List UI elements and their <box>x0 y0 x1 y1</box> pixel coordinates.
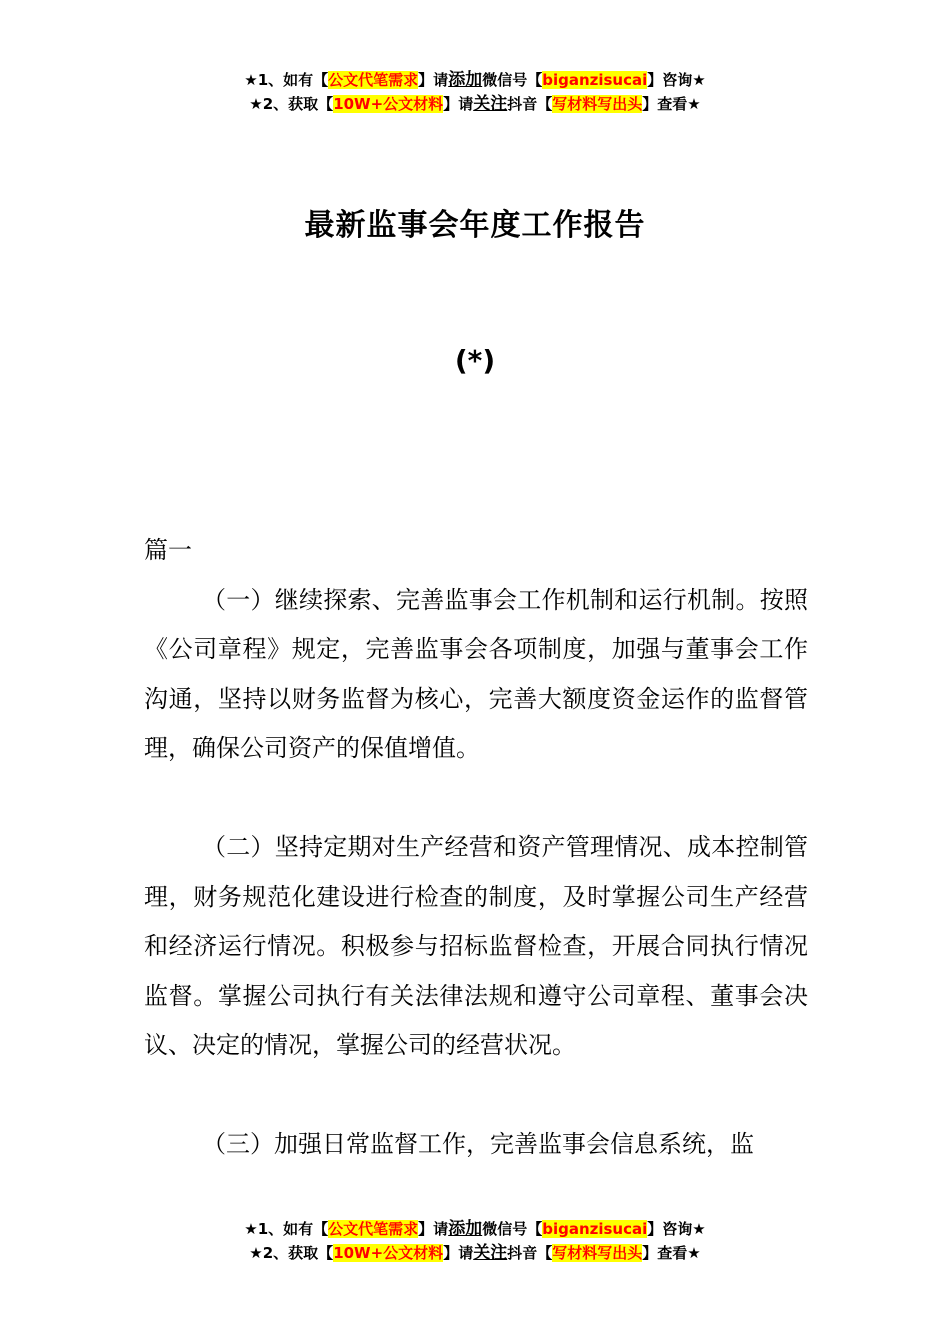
banner-highlight: 10W+公文材料 <box>333 1244 444 1262</box>
banner-line-1 <box>0 68 950 92</box>
banner-highlight: 写材料写出头 <box>552 95 643 113</box>
banner-text: 】请 <box>418 71 449 89</box>
document-title: 最新监事会年度工作报告 <box>304 208 646 243</box>
banner-text: ★2、获取【 <box>249 1244 334 1262</box>
footer-banner <box>0 1217 950 1265</box>
banner-underlined: 关注 <box>473 1243 508 1263</box>
banner-text: 抖音【 <box>507 1244 553 1262</box>
header-banner <box>0 68 950 116</box>
banner-line-2 <box>0 92 950 116</box>
banner-underlined: 添加 <box>448 70 483 90</box>
banner-text: 】请 <box>443 1244 474 1262</box>
banner-text: 】请 <box>418 1220 449 1238</box>
banner-underlined: 添加 <box>448 1219 483 1239</box>
banner-text: 】请 <box>443 95 474 113</box>
banner-highlight: biganzisucai <box>542 71 648 89</box>
banner-text: 微信号【 <box>482 71 543 89</box>
banner-text: 】咨询★ <box>647 71 706 89</box>
document-body <box>144 526 808 1170</box>
banner-text: 抖音【 <box>507 95 553 113</box>
banner-line-1 <box>0 1217 950 1241</box>
banner-highlight: 10W+公文材料 <box>333 95 444 113</box>
banner-highlight: 写材料写出头 <box>552 1244 643 1262</box>
paragraph: （一）继续探索、完善监事会工作机制和运行机制。按照《公司章程》规定，完善监事会各项制度，加强与董事会工作沟通，坚持以财务监督为核心，完善大额度资金运作的监督管理，确保公司资产的保值增值。 <box>144 585 808 762</box>
banner-text: 】查看★ <box>642 1244 701 1262</box>
banner-text: 微信号【 <box>482 1220 543 1238</box>
banner-highlight: biganzisucai <box>542 1220 648 1238</box>
paragraph: （二）坚持定期对生产经营和资产管理情况、成本控制管理，财务规范化建设进行检查的制度，及时掌握公司生产经营和经济运行情况。积极参与招标监督检查，开展合同执行情况监督。掌握公司执行有关法律法规和遵守公司章程、董事会决议、决定的情况，掌握公司的经营状况。 <box>144 833 808 1059</box>
banner-text: ★2、获取【 <box>249 95 334 113</box>
paragraph: （三）加强日常监督工作，完善监事会信息系统，监 <box>202 1130 754 1158</box>
banner-text: ★1、如有【 <box>244 71 329 89</box>
banner-underlined: 关注 <box>473 94 508 114</box>
banner-text: 】咨询★ <box>647 1220 706 1238</box>
banner-line-2 <box>0 1241 950 1265</box>
document-subtitle: (*) <box>454 344 496 377</box>
banner-text: 】查看★ <box>642 95 701 113</box>
banner-highlight: 公文代笔需求 <box>328 1220 419 1238</box>
section-label: 篇一 <box>144 536 192 564</box>
banner-highlight: 公文代笔需求 <box>328 71 419 89</box>
banner-text: ★1、如有【 <box>244 1220 329 1238</box>
